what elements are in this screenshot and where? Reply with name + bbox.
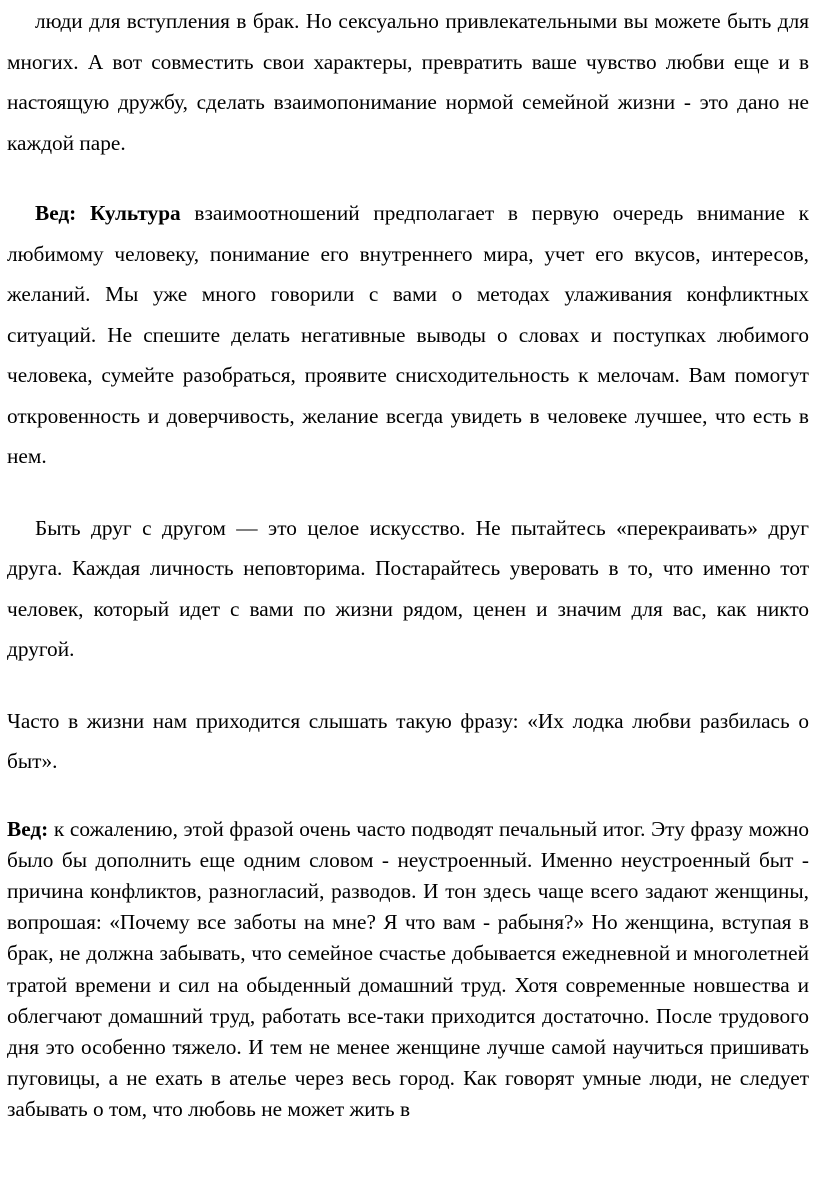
speaker-label: Вед: Культура [35, 201, 181, 225]
paragraph-text: Быть друг с другом — это целое искусство. Не пытайтесь «перекраивать» друг друга. Каждая личность неповторима. Постарайтесь уверовать в то, что именно тот человек, который идет с вами по жизни рядом, ценен и значим для вас, как никто другой. [7, 515, 809, 661]
paragraph-host-culture [7, 193, 809, 477]
document-page [7, 0, 809, 1126]
paragraph-text: Часто в жизни нам приходится слышать такую фразу: «Их лодка любви разбилась о быт». [7, 708, 809, 773]
paragraph-friendship [7, 508, 809, 670]
speaker-label: Вед: [7, 816, 49, 841]
paragraph-boat-phrase [7, 701, 809, 782]
paragraph-text: люди для вступления в брак. Но сексуально привлекательными вы можете быть для многих. А вот совместить свои характеры, превратить ваше чувство любви еще и в настоящую дружбу, сделать взаимопонимание нормой семейной жизни - это дано не каждой паре. [7, 9, 809, 155]
paragraph-text: к сожалению, этой фразой очень часто подводят печальный итог. Эту фразу можно было бы дополнить еще одним словом - неустроенный. Именно неустроенный быт - причина конфликтов, разногласий, разводов. И тон здесь чаще всего задают женщины, вопрошая: «Почему все заботы на мне? Я что вам - рабыня?» Но женщина, вступая в брак, не должна забывать, что семейное счастье добывается ежедневной и многолетней тратой времени и сил на обыденный домашний труд. Хотя современные новшества и облегчают домашний труд, работать все-таки приходится достаточно. После трудового дня это особенно тяжело. И тем не менее женщине лучше самой научиться пришивать пуговицы, а не ехать в ателье через весь город. Как говорят умные люди, не следует забывать о том, что любовь не может жить в [7, 816, 809, 1122]
paragraph-text: взаимоотношений предполагает в первую очередь внимание к любимому человеку, понимание его внутреннего мира, учет его вкусов, интересов, желаний. Мы уже много говорили с вами о методах улаживания конфликтных ситуаций. Не спешите делать негативные выводы о словах и поступках любимого человека, сумейте разобраться, проявите снисходительность к мелочам. Вам помогут откровенность и доверчивость, желание всегда увидеть в человеке лучшее, что есть в нем. [7, 201, 809, 468]
paragraph-host-household [7, 814, 809, 1126]
paragraph-continuation [7, 1, 809, 163]
